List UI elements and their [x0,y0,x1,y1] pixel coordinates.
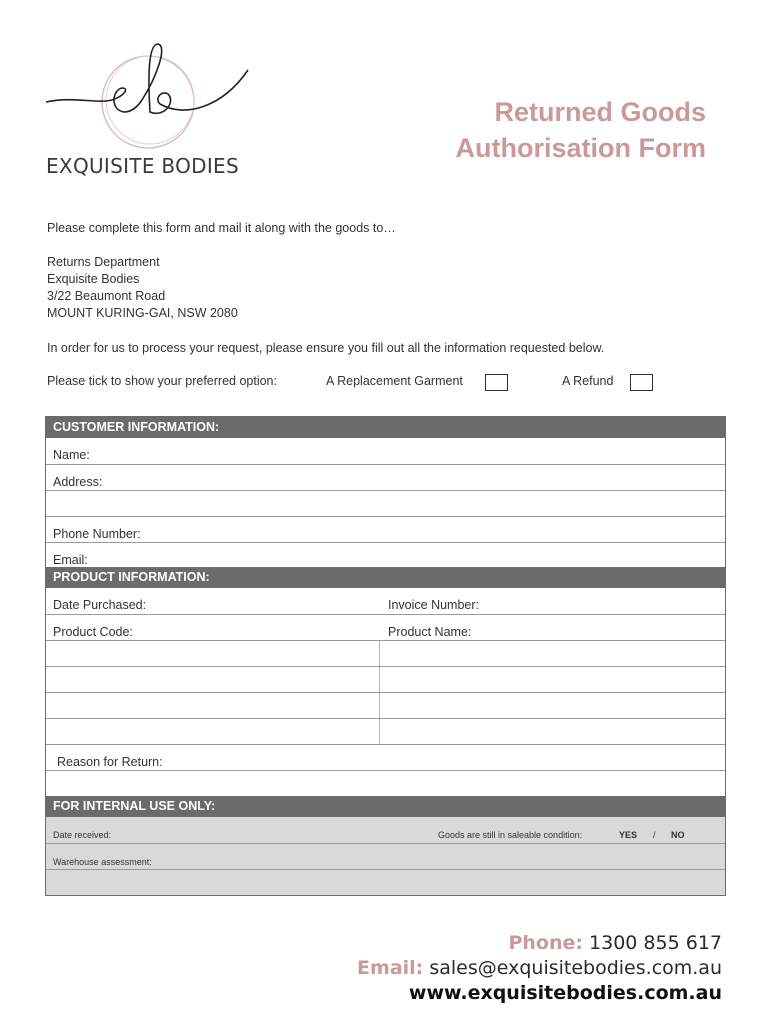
intro-text: Please complete this form and mail it along with the goods to… [47,221,396,235]
invoice-number-label: Invoice Number: [388,598,480,612]
column-divider [379,693,380,718]
address-field-line-2[interactable] [46,490,725,516]
email-label: Email: [53,553,88,567]
option-refund-label: A Refund [562,374,614,388]
product-code-label: Product Code: [53,625,133,639]
internal-use-section [46,796,725,895]
phone-number: 1300 855 617 [589,932,722,954]
brand-name: EXQUISITE BODIES [46,154,239,178]
column-divider [379,667,380,692]
customer-info-header: CUSTOMER INFORMATION: [46,417,725,438]
phone-field[interactable] [46,516,725,542]
reason-field-line-2[interactable] [46,770,725,796]
option-replacement-label: A Replacement Garment [326,374,463,388]
yes-no-separator: / [653,830,656,840]
product-row[interactable] [46,692,725,718]
reason-field[interactable] [46,744,725,770]
email-address[interactable]: sales@exquisitebodies.com.au [429,957,722,979]
preferred-option-row [47,373,667,393]
contact-phone [508,932,722,954]
product-name-label: Product Name: [388,625,472,639]
address-label: Address: [53,475,103,489]
warehouse-assessment-row-2 [46,869,725,895]
phone-label: Phone Number: [53,527,141,541]
name-label: Name: [53,448,90,462]
address-field[interactable] [46,464,725,490]
address-line-2: Exquisite Bodies [47,272,140,286]
instructions-text: In order for us to process your request, please ensure you fill out all the information requested below. [47,341,605,355]
brand-logo [44,38,254,178]
column-divider [379,641,380,666]
product-info-header: PRODUCT INFORMATION: [46,567,725,588]
tick-prompt: Please tick to show your preferred option: [47,374,277,388]
website-link[interactable]: www.exquisitebodies.com.au [408,982,722,1004]
product-row[interactable] [46,718,725,744]
warehouse-assessment-row [46,843,725,869]
email-label: Email: [357,957,424,979]
phone-label: Phone: [508,932,583,954]
yes-option[interactable]: YES [619,830,638,840]
date-received-row [46,817,725,843]
replacement-checkbox[interactable] [485,374,508,391]
title-line-1: Returned Goods [494,97,706,127]
contact-email [357,957,722,979]
saleable-condition-label: Goods are still in saleable condition: [438,830,583,840]
email-field[interactable] [46,542,725,567]
product-row[interactable] [46,640,725,666]
product-code-name-row[interactable] [46,614,725,640]
logo-monogram-icon [44,38,254,158]
date-received-label: Date received: [53,830,112,840]
column-divider [379,719,380,744]
reason-label: Reason for Return: [57,755,163,769]
product-row[interactable] [46,666,725,692]
return-form-table [45,416,726,896]
title-line-2: Authorisation Form [455,133,706,163]
name-field[interactable] [46,438,725,464]
date-purchased-label: Date Purchased: [53,598,147,612]
address-line-1: Returns Department [47,255,160,269]
warehouse-assessment-label: Warehouse assessment: [53,857,152,867]
refund-checkbox[interactable] [630,374,653,391]
address-line-3: 3/22 Beaumont Road [47,289,166,303]
date-invoice-row[interactable] [46,588,725,614]
return-address [47,254,238,322]
internal-use-header: FOR INTERNAL USE ONLY: [46,796,725,817]
address-line-4: MOUNT KURING-GAI, NSW 2080 [47,306,238,320]
no-option[interactable]: NO [671,830,685,840]
form-title [456,94,707,166]
